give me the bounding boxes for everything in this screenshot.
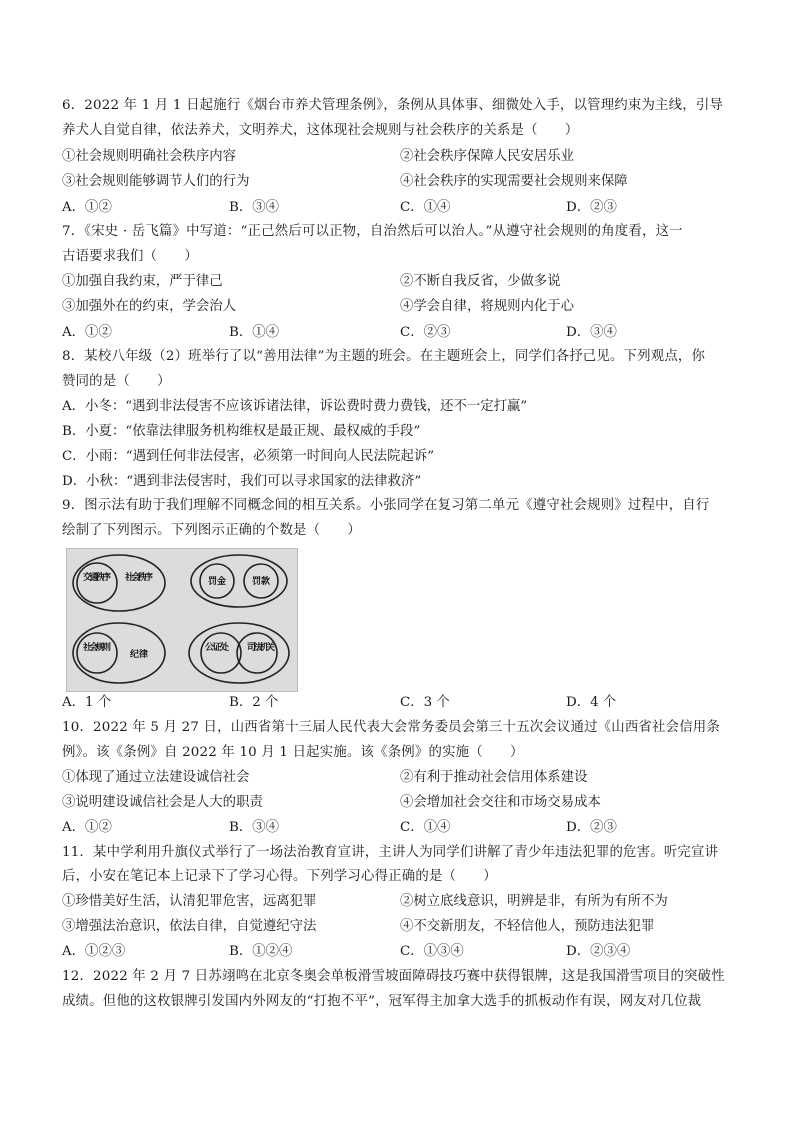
diagram-1-outer-label: 社会秩序: [125, 573, 153, 583]
q6-option-a[interactable]: A．①②: [62, 200, 112, 215]
diagram-3-outer-label: 纪律: [129, 650, 149, 660]
q9-option-c[interactable]: C．3 个: [400, 695, 450, 710]
q10-stem-line2: 例》。该《条例》自 2022 年 10 月 1 日起实施。该《条例》的实施（ ）: [62, 745, 524, 760]
q11-statement-3: ③增强法治意识，依法自律，自觉遵纪守法: [62, 919, 317, 934]
diagram-4-right-label: 司法机关: [247, 643, 275, 653]
q6-stem-line2: 养犬人自觉自律，依法养犬，文明养犬，这体现社会规则与社会秩序的关系是（ ）: [62, 123, 579, 138]
diagram-4-left-label: 公证处: [205, 643, 229, 653]
diagram-2-left-label: 罚金: [207, 577, 227, 587]
q10-option-c[interactable]: C．①④: [400, 820, 451, 835]
q10-option-a[interactable]: A．①②: [62, 820, 112, 835]
q7-statement-4: ④学会自律，将规则内化于心: [400, 299, 575, 314]
q6-option-d[interactable]: D．②③: [566, 200, 617, 215]
q6-statement-2: ②社会秩序保障人民安居乐业: [400, 149, 575, 164]
q6-statement-4: ④社会秩序的实现需要社会规则来保障: [400, 174, 628, 189]
q11-statement-4: ④不交新朋友，不轻信他人，预防违法犯罪: [400, 919, 655, 934]
q10-option-d[interactable]: D．②③: [566, 820, 617, 835]
diagram-1-inner-label: 交通秩序: [83, 573, 111, 583]
q10-statement-3: ③说明建设诚信社会是人大的职责: [62, 795, 263, 810]
q12-stem-line1: 12．2022 年 2 月 7 日苏翊鸣在北京冬奥会单板滑雪坡面障碍技巧赛中获得银牌，这是我国滑雪项目的突破性: [62, 969, 725, 984]
q9-stem-line1: 9．图示法有助于我们理解不同概念间的相互关系。小张同学在复习第二单元《遵守社会规则》过程中，自行: [62, 498, 710, 513]
diagram-3-inner-label: 社会规则: [83, 643, 111, 653]
q9-option-a[interactable]: A．1 个: [62, 695, 112, 710]
q8-option-c[interactable]: C．小雨：“遇到任何非法侵害，必须第一时间向人民法院起诉”: [62, 449, 435, 464]
q9-option-d[interactable]: D．4 个: [566, 695, 617, 710]
q7-stem-line1: 7．《宋史 · 岳飞篇》中写道：“正己然后可以正物，自治然后可以治人。”从遵守社会规则的角度看，这一: [62, 224, 683, 239]
q7-statement-1: ①加强自我约束，严于律己: [62, 274, 223, 289]
q7-stem-line2: 古语要求我们（ ）: [62, 249, 198, 264]
diagram-1-nested: [73, 555, 165, 611]
q9-stem-line2: 绘制了下列图示。下列图示正确的个数是（ ）: [62, 523, 361, 538]
q6-stem-line1: 6．2022 年 1 月 1 日起施行《烟台市养犬管理条例》，条例从具体事、细微处入手，以管理约束为主线，引导: [62, 98, 724, 113]
q7-option-c[interactable]: C．②③: [400, 325, 451, 340]
q8-stem-line1: 8．某校八年级（2）班举行了以“善用法律”为主题的班会。在主题班会上，同学们各抒己见。下列观点，你: [62, 349, 706, 364]
diagram-3-nested: [73, 623, 165, 683]
q8-option-d[interactable]: D．小秋：“遇到非法侵害时，我们可以寻求国家的法律救济”: [62, 474, 422, 489]
q7-option-b[interactable]: B．①④: [229, 325, 280, 340]
q10-statement-1: ①体现了通过立法建设诚信社会: [62, 770, 250, 785]
q8-stem-line2: 赞同的是（ ）: [62, 374, 171, 389]
q11-option-b[interactable]: B．①②④: [229, 944, 293, 959]
q7-option-a[interactable]: A．①②: [62, 325, 112, 340]
q9-option-b[interactable]: B．2 个: [229, 695, 279, 710]
q11-option-d[interactable]: D．②③④: [566, 944, 631, 959]
q11-statement-1: ①珍惜美好生活，认清犯罪危害，远离犯罪: [62, 894, 317, 909]
q10-stem-line1: 10．2022 年 5 月 27 日，山西省第十三届人民代表大会常务委员会第三十五次会议通过《山西省社会信用条: [62, 720, 720, 735]
q6-statement-3: ③社会规则能够调节人们的行为: [62, 174, 250, 189]
diagram-2-separate: [191, 555, 287, 607]
q7-option-d[interactable]: D．③④: [566, 325, 617, 340]
q11-statement-2: ②树立底线意识，明辨是非，有所为有所不为: [400, 894, 668, 909]
q7-statement-3: ③加强外在的约束，学会治人: [62, 299, 237, 314]
q10-statement-4: ④会增加社会交往和市场交易成本: [400, 795, 601, 810]
q12-stem-line2: 成绩。但他的这枚银牌引发国内外网友的“打抱不平”，冠军得主加拿大选手的抓板动作有误，网友对几位裁: [62, 994, 702, 1009]
q6-statement-1: ①社会规则明确社会秩序内容: [62, 149, 237, 164]
q11-stem-line2: 后，小安在笔记本上记录下了学习心得。下列学习心得正确的是（ ）: [62, 869, 497, 884]
q8-option-b[interactable]: B．小夏：“依靠法律服务机构维权是最正规、最权威的手段”: [62, 424, 421, 439]
q6-option-c[interactable]: C．①④: [400, 200, 451, 215]
q9-concept-diagrams: [66, 548, 298, 692]
q10-option-b[interactable]: B．③④: [229, 820, 280, 835]
q11-stem-line1: 11．某中学利用升旗仪式举行了一场法治教育宣讲，主讲人为同学们讲解了青少年违法犯罪的危害。听完宣讲: [62, 845, 719, 860]
q7-statement-2: ②不断自我反省，少做多说: [400, 274, 561, 289]
q8-option-a[interactable]: A．小冬：“遇到非法侵害不应该诉诸法律，诉讼费时费力费钱，还不一定打赢”: [62, 399, 528, 414]
q11-option-a[interactable]: A．①②③: [62, 944, 126, 959]
diagram-2-right-label: 罚款: [251, 577, 271, 587]
q11-option-c[interactable]: C．①③④: [400, 944, 464, 959]
q10-statement-2: ②有利于推动社会信用体系建设: [400, 770, 588, 785]
diagram-4-overlapping: [189, 623, 289, 683]
q6-option-b[interactable]: B．③④: [229, 200, 280, 215]
